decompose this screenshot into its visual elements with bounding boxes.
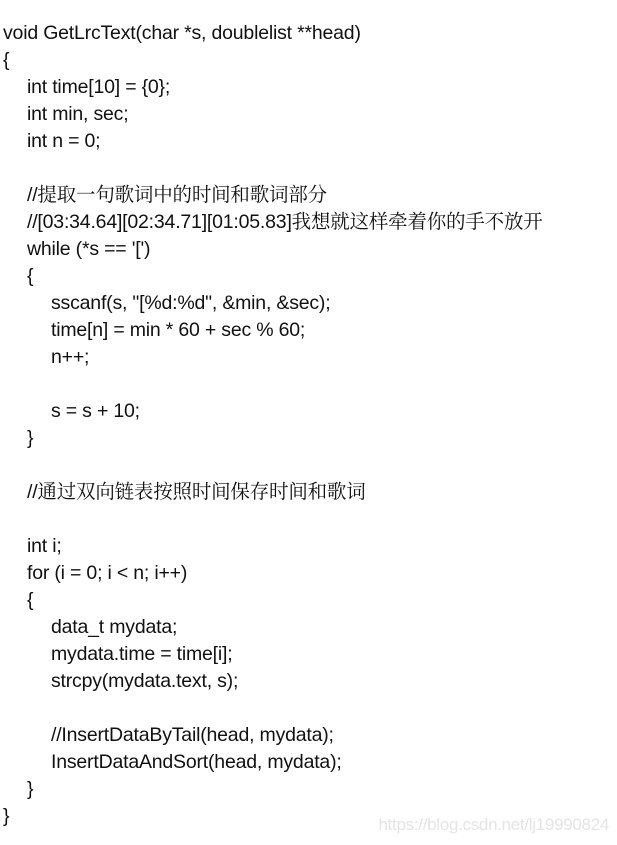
code-line: int time[10] = {0}; (27, 76, 171, 98)
code-line: time[n] = min * 60 + sec % 60; (51, 319, 306, 341)
code-line-for: for (i = 0; i < n; i++) (27, 562, 188, 584)
code-line-close-brace: } (27, 778, 34, 800)
code-block (0, 20, 617, 830)
code-line-open-brace: { (3, 49, 10, 71)
code-line-blank (0, 371, 617, 398)
code-line: data_t mydata; (51, 616, 178, 638)
code-line: n++; (51, 346, 90, 368)
code-comment: //InsertDataByTail(head, mydata); (51, 724, 334, 746)
code-line-blank (0, 155, 617, 182)
code-line-close-brace: } (3, 805, 10, 827)
code-line: mydata.time = time[i]; (51, 643, 233, 665)
code-line: sscanf(s, "[%d:%d", &min, &sec); (51, 292, 331, 314)
code-line-function-signature: void GetLrcText(char *s, doublelist **head) (3, 22, 361, 44)
code-line: int n = 0; (27, 130, 101, 152)
code-line-blank (0, 695, 617, 722)
code-line: int min, sec; (27, 103, 129, 125)
code-line-open-brace: { (27, 589, 34, 611)
code-line-close-brace: } (27, 427, 34, 449)
code-line: InsertDataAndSort(head, mydata); (51, 751, 342, 773)
code-comment: //[03:34.64][02:34.71][01:05.83]我想就这样牵着你的手不放开 (27, 211, 543, 233)
code-line: strcpy(mydata.text, s); (51, 670, 239, 692)
code-comment: //提取一句歌词中的时间和歌词部分 (27, 184, 327, 206)
code-line-open-brace: { (27, 265, 34, 287)
code-line: s = s + 10; (51, 400, 140, 422)
code-comment: //通过双向链表按照时间保存时间和歌词 (27, 481, 366, 503)
code-line: int i; (27, 535, 62, 557)
watermark: https://blog.csdn.net/lj19990824 (378, 815, 609, 834)
code-line-blank (0, 452, 617, 479)
code-line-while: while (*s == '[') (27, 238, 151, 260)
code-line-blank (0, 506, 617, 533)
